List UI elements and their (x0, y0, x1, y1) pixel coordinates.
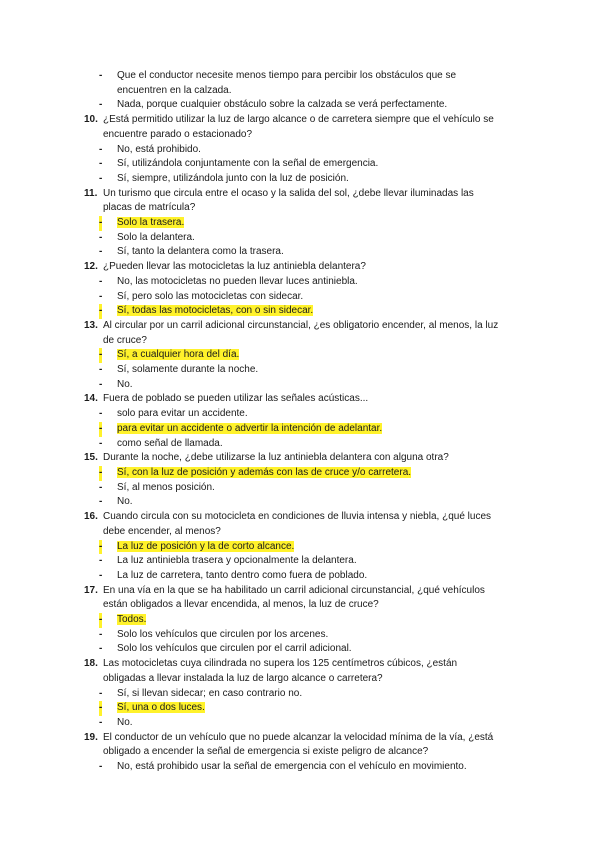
answer-bullet: - (99, 216, 102, 231)
answer-highlighted (0, 304, 599, 319)
question-list (0, 69, 599, 775)
answer-bullet: - (99, 481, 103, 493)
question-number: 19. (84, 731, 98, 743)
answer-text: solo para evitar un accidente. (117, 408, 248, 420)
answer-option (0, 760, 599, 775)
answer-option (0, 172, 599, 187)
question-text: ¿Está permitido utilizar la luz de largo alcance o de carretera siempre que el vehículo se encuentre parado o estacionado? (103, 114, 494, 140)
question-block (0, 260, 599, 319)
question-number: 10. (84, 114, 98, 126)
answer-bullet: - (99, 290, 103, 302)
answer-bullet: - (99, 99, 103, 111)
answer-highlighted (0, 216, 599, 231)
answer-option (0, 554, 599, 569)
question (0, 451, 599, 466)
answer-text: como señal de llamada. (117, 437, 223, 449)
question-block (0, 187, 599, 261)
answer-bullet: - (99, 628, 103, 640)
question-number: 15. (84, 452, 98, 464)
answer-text: Todos. (117, 614, 147, 626)
answer-text: No, las motocicletas no pueden llevar luces antiniebla. (117, 275, 358, 287)
answer-highlighted (0, 348, 599, 363)
question-text: El conductor de un vehículo que no puede alcanzar la velocidad mínima de la vía, ¿está obligado a encender la señal de emergencia si existe peligro de alcance? (103, 731, 494, 758)
answer-highlighted (0, 466, 599, 481)
answer-bullet: - (99, 437, 103, 449)
answer-bullet: - (99, 408, 103, 420)
answer-text: Sí, a cualquier hora del día. (117, 349, 240, 361)
question-number: 14. (84, 393, 98, 405)
answer-option (0, 642, 599, 657)
question-block (0, 657, 599, 731)
question-block (0, 392, 599, 451)
question-block (0, 319, 599, 393)
answer-bullet: - (99, 304, 102, 319)
question-number: 16. (84, 511, 98, 523)
answer-text: Sí, pero solo las motocicletas con sidecar. (117, 290, 304, 302)
answer-option (0, 569, 599, 584)
answer-bullet: - (99, 378, 103, 390)
answer-bullet: - (99, 540, 102, 555)
answer-bullet: - (99, 466, 102, 481)
question (0, 392, 599, 407)
answer-option (0, 378, 599, 393)
answer-option (0, 628, 599, 643)
answer-bullet: - (99, 231, 103, 243)
answer-bullet: - (99, 158, 103, 170)
answer-option (0, 495, 599, 510)
answer-highlighted (0, 422, 599, 437)
answer-option (0, 407, 599, 422)
answer-option (0, 437, 599, 452)
question (0, 113, 599, 142)
question (0, 657, 599, 686)
question (0, 319, 599, 348)
answer-highlighted (0, 613, 599, 628)
answer-text: Sí, con la luz de posición y además con las de cruce y/o carretera. (117, 466, 412, 478)
question-text: Al circular por un carril adicional circunstancial, ¿es obligatorio encender, al menos, la luz de cruce? (103, 319, 499, 346)
answer-highlighted (0, 701, 599, 716)
answer-option (0, 231, 599, 246)
answer-text: La luz de carretera, tanto dentro como fuera de poblado. (117, 569, 368, 581)
answer-option (0, 290, 599, 305)
answer-option (0, 143, 599, 158)
question (0, 510, 599, 539)
question-number: 12. (84, 261, 98, 273)
question-block (0, 731, 599, 775)
answer-text: No. (117, 378, 133, 390)
answer-text: Que el conductor necesite menos tiempo para percibir los obstáculos que se encuentren en la calzada. (117, 70, 457, 96)
question-number: 17. (84, 584, 98, 596)
answer-bullet: - (99, 496, 103, 508)
answer-bullet: - (99, 687, 103, 699)
answer-bullet: - (99, 172, 103, 184)
answer-bullet: - (99, 364, 103, 376)
answer-text: Sí, todas las motocicletas, con o sin sidecar. (117, 305, 314, 317)
answer-text: para evitar un accidente o advertir la intención de adelantar. (117, 422, 383, 434)
question-number: 13. (84, 319, 98, 331)
answer-text: Solo los vehículos que circulen por el carril adicional. (117, 643, 352, 655)
question-number: 11. (84, 187, 98, 199)
question-text: Durante la noche, ¿debe utilizarse la luz antiniebla delantera con alguna otra? (103, 452, 449, 464)
question-text: ¿Pueden llevar las motocicletas la luz antiniebla delantera? (103, 261, 366, 273)
answer-text: Solo los vehículos que circulen por los arcenes. (117, 628, 329, 640)
question-block (0, 451, 599, 510)
answer-text: Sí, si llevan sidecar; en caso contrario no. (117, 687, 303, 699)
answer-text: La luz de posición y la de corto alcance. (117, 540, 295, 552)
answer-option (0, 363, 599, 378)
answer-bullet: - (99, 761, 103, 773)
answer-bullet: - (99, 701, 102, 716)
question (0, 731, 599, 760)
answer-text: No. (117, 716, 133, 728)
question (0, 260, 599, 275)
answer-text: Sí, solamente durante la noche. (117, 364, 259, 376)
answer-text: Solo la delantera. (117, 231, 195, 243)
question-text: En una vía en la que se ha habilitado un carril adicional circunstancial, ¿qué vehículos están obligados a llevar encendida, al menos, la luz de cruce? (103, 584, 485, 611)
answer-option (0, 687, 599, 702)
answer-bullet: - (99, 246, 103, 258)
answer-bullet: - (99, 716, 103, 728)
question (0, 584, 599, 613)
question-text: Fuera de poblado se pueden utilizar las señales acústicas... (103, 393, 369, 405)
answer-text: Solo la trasera. (117, 217, 185, 229)
answer-bullet: - (99, 422, 102, 437)
answer-text: Sí, una o dos luces. (117, 702, 205, 714)
question-block (0, 510, 599, 584)
question (0, 187, 599, 216)
answer-text: Sí, tanto la delantera como la trasera. (117, 246, 284, 258)
answer-text: No, está prohibido. (117, 143, 201, 155)
answer-bullet: - (99, 569, 103, 581)
question-number: 18. (84, 658, 98, 670)
question-text: Las motocicletas cuya cilindrada no supera los 125 centímetros cúbicos, ¿están obligadas a llevar instalada la luz de largo alcance o carretera? (103, 658, 458, 684)
answer-bullet: - (99, 70, 103, 81)
answer-option (0, 481, 599, 496)
answer-bullet: - (99, 613, 102, 628)
answer-option (0, 275, 599, 290)
answer-text: La luz antiniebla trasera y opcionalmente la delantera. (117, 555, 357, 567)
answer-text: Sí, al menos posición. (117, 481, 215, 493)
answer-text: Nada, porque cualquier obstáculo sobre la calzada se verá perfectamente. (117, 99, 448, 111)
answer-option (0, 245, 599, 260)
answer-text: No. (117, 496, 133, 508)
answer-text: Sí, siempre, utilizándola junto con la luz de posición. (117, 172, 349, 184)
answer-option (0, 69, 599, 98)
answer-bullet: - (99, 555, 103, 567)
question-text: Cuando circula con su motocicleta en condiciones de lluvia intensa y niebla, ¿qué luces debe encender, al menos? (103, 511, 492, 537)
answer-option (0, 716, 599, 731)
answer-text: Sí, utilizándola conjuntamente con la señal de emergencia. (117, 158, 379, 170)
question-text: Un turismo que circula entre el ocaso y la salida del sol, ¿debe llevar iluminadas las placas de matrícula? (103, 187, 474, 214)
answer-bullet: - (99, 348, 102, 363)
answer-highlighted (0, 540, 599, 555)
answer-option (0, 157, 599, 172)
question-block (0, 584, 599, 658)
answer-text: No, está prohibido usar la señal de emergencia con el vehículo en movimiento. (117, 761, 467, 773)
answer-bullet: - (99, 143, 103, 155)
question-block (0, 113, 599, 187)
answer-bullet: - (99, 643, 103, 655)
answer-option (0, 98, 599, 113)
answer-bullet: - (99, 275, 103, 287)
